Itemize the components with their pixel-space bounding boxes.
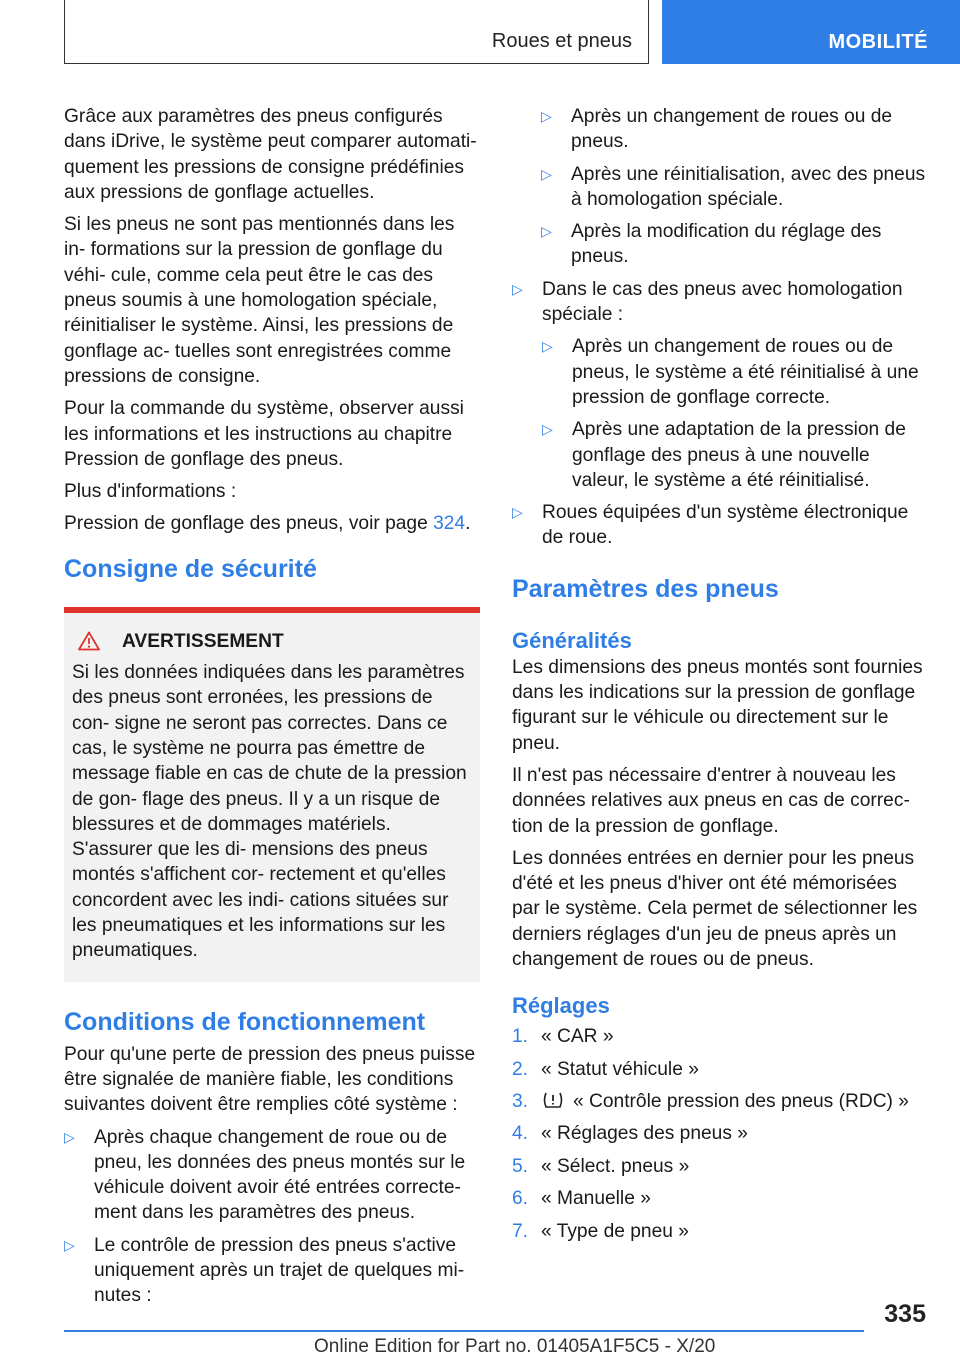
left-column bbox=[64, 104, 480, 1316]
step-text: « Type de pneu » bbox=[541, 1220, 689, 1242]
list-item-text: Après une réinitialisation, avec des pneus à homologation spéciale. bbox=[571, 163, 926, 210]
page-number: 335 bbox=[884, 1300, 926, 1328]
list-item-text: Après un changement de roues ou de pneus. bbox=[571, 106, 893, 153]
intro-paragraph: Plus d'informations : bbox=[64, 481, 237, 503]
list-item-text: Le contrôle de pression des pneus s'active uniquement après un trajet de quelques mi‐ nutes : bbox=[94, 1234, 465, 1307]
step-number: 1. bbox=[512, 1026, 529, 1048]
list-item-text: Après une adaptation de la pression de gonflage des pneus à une nouvelle valeur, le système a été réinitialisé. bbox=[572, 419, 906, 491]
step-text: « Manuelle » bbox=[541, 1188, 651, 1210]
list-item bbox=[64, 1125, 480, 1226]
settings-steps bbox=[512, 1024, 928, 1251]
step-text: « Réglages des pneus » bbox=[541, 1123, 748, 1145]
step-item bbox=[512, 1089, 928, 1121]
general-paragraph: Les données entrées en dernier pour les pneus d'été et les pneus d'hiver ont été mémorisées par le système. Cela permet de sélectionner les derniers réglages d'un jeu de pneus après un changement de roues ou de pneus. bbox=[512, 847, 918, 971]
conditions-list bbox=[64, 1125, 480, 1309]
warning-title-text: AVERTISSEMENT bbox=[122, 630, 284, 652]
list-item-text: Roues équipées d'un système électronique de roue. bbox=[542, 502, 909, 549]
list-item-text: Après chaque changement de roue ou de pneu, les données des pneus montés sur le véhicule doivent avoir été entrées correcte‐ ment dans les paramètres des pneus. bbox=[94, 1126, 466, 1224]
list-item bbox=[541, 162, 928, 213]
right-column bbox=[512, 104, 928, 1251]
step-number: 6. bbox=[512, 1188, 529, 1210]
list-item bbox=[541, 104, 928, 155]
step-number: 3. bbox=[512, 1091, 529, 1113]
page-link[interactable]: 324 bbox=[433, 513, 466, 535]
header-section-box bbox=[64, 0, 649, 64]
step-item bbox=[512, 1121, 928, 1153]
list-item bbox=[541, 219, 928, 270]
step-text: « Contrôle pression des pneus (RDC) » bbox=[573, 1091, 909, 1113]
intro-paragraph: Si les pneus ne sont pas mentionnés dans les in‐ formations sur la pression de gonflage du véhi‐ cule, comme cela peut être le cas des pneus soumis à une homologation spéciale, réinitialiser le système. Ainsi, les pressions de gonflage ac‐ tuelles sont enregistrées comme pressions de consigne. bbox=[64, 214, 455, 387]
chapter-title: MOBILITÉ bbox=[828, 31, 928, 53]
step-text: « Sélect. pneus » bbox=[541, 1155, 690, 1177]
special-sublist bbox=[542, 334, 928, 493]
list-item bbox=[542, 334, 928, 410]
step-number: 5. bbox=[512, 1155, 529, 1177]
conditions-intro: Pour qu'une perte de pression des pneus puisse être signalée de manière fiable, les conditions suivantes doivent être remplies côté système : bbox=[64, 1043, 476, 1116]
step-item bbox=[512, 1024, 928, 1056]
triangle-bullet-icon: ▷ bbox=[541, 223, 552, 240]
chapter-tab[interactable] bbox=[662, 0, 960, 64]
xref-text: Pression de gonflage des pneus, voir page bbox=[64, 513, 434, 535]
section-title: Roues et pneus bbox=[491, 30, 632, 52]
step-number: 2. bbox=[512, 1058, 529, 1080]
general-paragraph: Il n'est pas nécessaire d'entrer à nouveau les données relatives aux pneus en cas de correc‐ tion de la pression de gonflage. bbox=[512, 764, 910, 837]
triangle-bullet-icon: ▷ bbox=[541, 108, 552, 124]
triangle-bullet-icon: ▷ bbox=[542, 338, 553, 355]
warning-triangle-icon bbox=[78, 631, 100, 651]
cross-reference bbox=[64, 511, 480, 536]
step-item bbox=[512, 1057, 928, 1089]
footer-edition: Online Edition for Part no. 01405A1F5C5 - X/20 bbox=[314, 1336, 716, 1357]
warning-title bbox=[72, 629, 472, 654]
xref-end: . bbox=[465, 513, 471, 535]
step-item bbox=[512, 1186, 928, 1218]
step-item bbox=[512, 1219, 928, 1251]
general-paragraph: Les dimensions des pneus montés sont fournies dans les indications sur la pression de gonflage figurant sur le véhicule ou directement sur le pneu. bbox=[512, 656, 923, 754]
tire-pressure-icon bbox=[541, 1090, 565, 1110]
warning-text: Si les données indiquées dans les paramètres des pneus sont erronées, les pressions de con‐ signe ne seront pas correctes. Dans ce cas, le système ne pourra pas émettre de message fiable en cas de chute de la pression de gon‐ flage des pneus. Il y a un risque de blessures et de dommages matériels. S'assurer que les di‐ mensions des pneus montés s'affichent cor‐ rectement et qu'elles concordent avec les indi‐ cations situées sur les pneumatiques et les informations sur les pneumatiques. bbox=[72, 662, 467, 962]
list-item bbox=[512, 500, 928, 551]
step-number: 7. bbox=[512, 1220, 529, 1242]
list-item bbox=[64, 1233, 480, 1309]
list-item-text: Après la modification du réglage des pneus. bbox=[571, 221, 882, 268]
special-list bbox=[512, 277, 928, 551]
list-item bbox=[542, 417, 928, 493]
intro-paragraph: Pour la commande du système, observer aussi les informations et les instructions au chapitre Pression de gonflage des pneus. bbox=[64, 398, 464, 470]
list-item-text: Dans le cas des pneus avec homologation spéciale : bbox=[542, 278, 903, 326]
triangle-bullet-icon: ▷ bbox=[64, 1236, 75, 1253]
triangle-bullet-icon: ▷ bbox=[512, 280, 523, 297]
triangle-bullet-icon: ▷ bbox=[512, 504, 523, 521]
conditions-heading: Conditions de fonctionnement bbox=[64, 1007, 426, 1036]
triangle-bullet-icon: ▷ bbox=[64, 1128, 75, 1145]
footer-rule bbox=[64, 1330, 864, 1332]
step-item bbox=[512, 1154, 928, 1186]
safety-heading: Consigne de sécurité bbox=[64, 554, 317, 583]
triangle-bullet-icon: ▷ bbox=[542, 421, 553, 438]
list-item bbox=[512, 277, 928, 493]
settings-heading: Réglages bbox=[512, 993, 610, 1019]
general-heading: Généralités bbox=[512, 627, 632, 653]
warning-box bbox=[64, 613, 480, 982]
continued-sublist bbox=[512, 104, 928, 270]
triangle-bullet-icon: ▷ bbox=[541, 165, 552, 182]
params-heading: Paramètres des pneus bbox=[512, 574, 779, 603]
step-number: 4. bbox=[512, 1123, 529, 1145]
step-text: « CAR » bbox=[541, 1026, 614, 1048]
intro-paragraph: Grâce aux paramètres des pneus configurés dans iDrive, le système peut comparer automati‐ quement les pressions de consigne prédéfinies aux pressions de gonflage actuelles. bbox=[64, 106, 477, 203]
list-item-text: Après un changement de roues ou de pneus, le système a été réinitialisé à une pression de gonflage correcte. bbox=[572, 336, 919, 408]
step-text: « Statut véhicule » bbox=[541, 1058, 699, 1080]
